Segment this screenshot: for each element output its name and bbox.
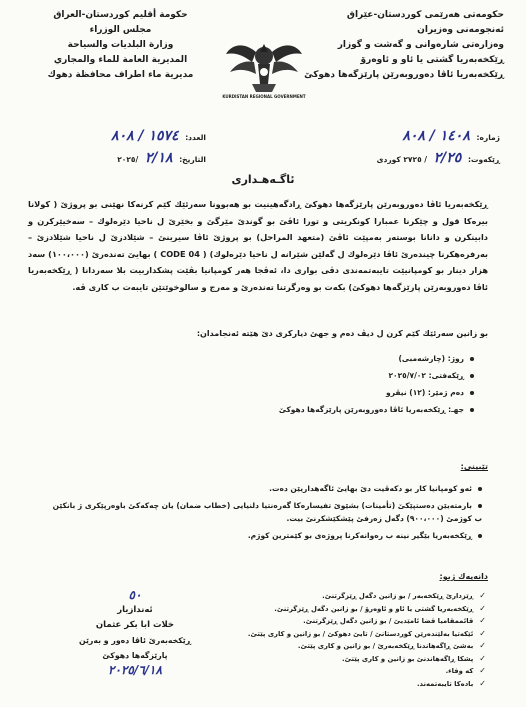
details-list xyxy=(174,350,474,418)
signature-office: ڕێكخەبەرێ ئاڤا دەور و بەرێن پارێزگەها دهوكێ xyxy=(78,636,192,660)
eagle-emblem-icon xyxy=(222,22,306,104)
meta-date-arabic xyxy=(36,150,206,166)
header-kurdish xyxy=(289,8,504,83)
title-text: ئاگـەهـداری xyxy=(221,173,304,186)
header-arabic-line: مجلس الوزراء xyxy=(89,25,152,35)
signature-block xyxy=(60,588,210,678)
meta-date-kurdish xyxy=(320,150,500,166)
list-item: ڕێكەفتی: ٢٠٢٥/٧/٠٢ xyxy=(174,367,474,384)
copy-title: دانەیەك ژبو: xyxy=(439,572,488,581)
header-kurdish-line: ڕێكخەبەریا ئاڤا دەوروبەرێن پارێزگەها دهوكێ xyxy=(304,70,504,80)
list-item: روژ: (چارشەمبی) xyxy=(174,350,474,367)
list-item: جهـ: ڕێكخەبەریا ئاڤا دەوروبەرێن پارێزگەها دهوكێ xyxy=(174,401,474,418)
list-item: ✓بەشێ ڕاگەهاندنا ڕێكخەبەرێ / بو زانین و كاری پێتێ. xyxy=(297,641,486,650)
header-arabic-line: وزارة البلديات والسياحة xyxy=(67,40,174,50)
list-item: ✓كە وفاء. xyxy=(445,666,486,675)
date-value: ٢/٢٥ xyxy=(433,150,462,166)
header-kurdish-line: ڕێكخەبەریا گشتی یا ئاو و ئاوەرۆ xyxy=(360,55,504,65)
header-arabic xyxy=(38,8,203,83)
logo-caption: KURDISTAN REGIONAL GOVERNMENT xyxy=(222,94,306,99)
number-label: العدد: xyxy=(185,133,206,142)
krg-emblem-logo xyxy=(222,22,306,104)
signature-role: ئەندازیار xyxy=(117,605,153,615)
header-arabic-line: المديرية العامة للماء والمجاري xyxy=(53,55,188,65)
instruction-line: بو زانین سەرئێك كێم كرن ل دیڤ دەم و جهێ دیاركری دێ هێتە ئەنجامدان: xyxy=(196,329,488,338)
list-item: ✓قائممقامیا قضا ئامێدیێ / بو زانین دگەل ڕێزگرتنێ. xyxy=(303,616,486,625)
number-value: ١٤٠٨ / ٨٠٨ xyxy=(402,128,470,144)
list-item: ✓ڕێزدارێ ڕێكخەبەر / بو زانین دگەل ڕێزگرتنێ. xyxy=(322,591,486,600)
body-paragraph: ڕێكخەبەریا ئاڤا دەوروبەرێن پارێزگەها دهوكێ ڕادگەهینیت بو هەبوونا سەرئێك كێم كرنەكا نهێنی بو پروژێ ( كولانا بیرەكا قول و چێكرنا عمبارا كونكریتی و تورا ئاڤێ بو گوندێ مێرگێ و بخێرێ ل ناحیا دێرەلوك – سەخیێركرن و دابینكرن و دانانا بوستەر بەمپێت ئاڤێ (متعهد المراحل) بو پروژێ ئاڤا سیرینێ – شێلادزێ ل ناحیا شێلادزێ – بەرفرەهكرنا چیندەرێ ئاڤا دێرەلوك ل گەلێن شێرانە ل ناحیا دێرەلوك) ( CODE 04 ) بهایێ تەندەرێ (١٠٠،٠٠٠) سەد هزار دینار بو كومپانیێت تایبەتمەندی دڤی بواری دا، ئەڤجا هەر كومپانیا بڤێت پشكداربیت بلا سەردانا ( ڕێكخەبەریا ئاڤا دەوروبەرێن پارێزگەها دهوكێ) بكەت بو وەرگرتنا تەندەرێ و مەرج و سالوخوێتێن تایبەت ب كاری ڤە. xyxy=(28,199,488,292)
date-value: ٢/١٨ xyxy=(144,150,173,166)
list-item: ✓ئێكەتیا بەلێندەرێن كوردستانێ / تایێ دهوكێ / بو زانین و كاری پێتێ. xyxy=(247,628,486,638)
header-kurdish-line: حكومەتی هەرێمی كوردستان-عێراق xyxy=(346,10,504,20)
meta-number-arabic xyxy=(36,128,206,144)
list-item: ڕێكخەبەریا بێگیر نینە ب رەوانەكرنا پروژەی بو كێمترین كوژم. xyxy=(52,529,482,542)
header-kurdish-line: ئەنجومەنی وەزیران xyxy=(417,25,504,35)
list-item: ✓پشكا ڕاگەهاندنێ بو زانین و كاری پێتێ. xyxy=(341,653,486,663)
date-label: ڕێكەوت: xyxy=(467,155,500,164)
meta-number-kurdish xyxy=(340,128,500,144)
signature-date: ٢٠٢٥/٦/١٨ xyxy=(108,663,162,677)
header-arabic-line: مديرية ماء اطراف محافظة دهوك xyxy=(47,70,194,80)
list-item: ئەو كومپانیا كار بو دكەڤیت دێ بهایێ ئاگەهداریێن دەت. xyxy=(52,482,482,495)
notes-title: تێبینی: xyxy=(460,462,488,471)
date-suffix: / ٢٧٢٥ كوردی xyxy=(376,155,428,164)
list-item: ✓بادەكا تایبەتمەند. xyxy=(416,678,486,688)
signature-mark: ٥٠ xyxy=(128,588,142,602)
page-title xyxy=(0,173,526,186)
number-label: ژمارە: xyxy=(476,133,500,142)
signature-name: خلات ابا بكر عثمان xyxy=(95,620,175,630)
notes-list xyxy=(52,482,482,542)
copy-list xyxy=(236,590,486,690)
header-arabic-line: حكومة أقليم كوردستان-العراق xyxy=(53,10,188,20)
date-suffix: /٢٠٢٥ xyxy=(117,155,139,164)
list-item: ✓ڕێكخەبەریا گشتی یا ئاو و ئاوەرۆ / بو زانین دگەل ڕێزگرتنێ. xyxy=(274,603,486,613)
date-label: التاريخ: xyxy=(179,155,206,164)
number-value: ١٥٧٤ / ٨٠٨ xyxy=(111,128,179,144)
list-item: دەم ژمێر: (١٢) نیڤرو xyxy=(174,384,474,401)
header-kurdish-line: وەزارەتی شارەوانی و گەشت و گوزار xyxy=(337,40,504,50)
list-item: بارمتەیێن دەستپێكێ (تأمينات) بشێوێ تفیسارەكا گەرەنتیا دلنیایی (خطاب ضمان) یان چەكەكێ باوەرپێكری ژ بانكێن ب كوژمێ (٩٠٠،٠٠٠) دگەل زەرفێ پێشكێشكرنێ بیت. xyxy=(52,501,482,523)
